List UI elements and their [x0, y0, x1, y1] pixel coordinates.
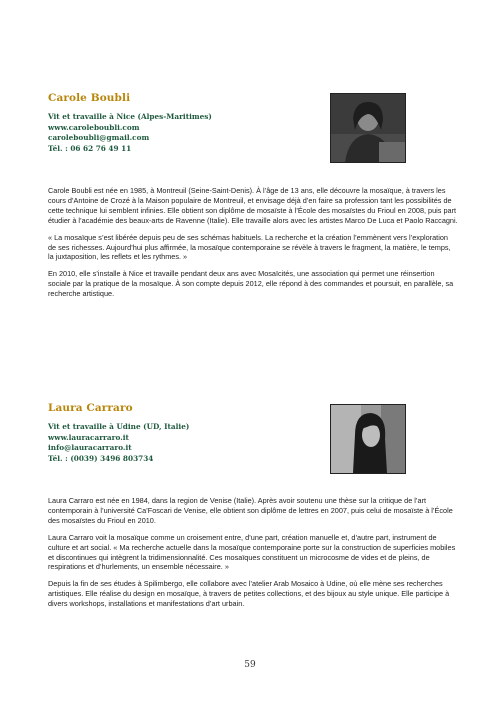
artist-name: Carole Boubli — [48, 92, 131, 104]
artist-location: Vit et travaille à Udine (UD, Italie) — [48, 422, 190, 431]
bio-paragraph: Depuis la fin de ses études à Spilimbergo, elle collabore avec l’atelier Arab Mosaico à Udine, où elle mène ses recherches artistiques. Elle réalise du design en mosaïque, à travers de petites collections, et des bijoux au style unique. Elle participe à divers workshops, installations et manifestations d’art urbain. — [48, 579, 450, 609]
artist-phone: Tél. : 06 62 76 49 11 — [48, 144, 132, 154]
artist-bio — [48, 496, 458, 616]
artist-portrait-photo — [330, 404, 406, 474]
portrait-image-icon — [331, 405, 405, 473]
page-number: 59 — [244, 660, 256, 670]
artist-contact — [48, 422, 308, 465]
bio-paragraph: Laura Carraro est née en 1984, dans la region de Venise (Italie). Après avoir soutenu une thèse sur la critique de l’art contemporain à l’université Ca’Foscari de Venise, elle obtient son diplôme de lettres en 2007, puis celui de mosaïste à l’École des mosaïstes du Frioul en 2010. — [48, 496, 453, 525]
artist-email[interactable]: caroleboubli@gmail.com — [48, 133, 150, 143]
artist-email[interactable]: info@lauracarraro.it — [48, 443, 132, 453]
artist-website[interactable]: www.lauracarraro.it — [48, 432, 129, 442]
artist-website[interactable]: www.caroleboubli.com — [48, 122, 140, 132]
artist-portrait-photo — [330, 93, 406, 163]
artist-name: Laura Carraro — [48, 402, 133, 414]
artist-location: Vit et travaille à Nice (Alpes-Maritimes) — [48, 112, 212, 121]
bio-paragraph: Laura Carraro voit la mosaïque comme un croisement entre, d’une part, création manuelle et, d’autre part, instrument de culture et art social. « Ma recherche actuelle dans la mosaïque contemporaine porte sur la construction de superficies mobiles et discontinues qui intègrent la tridimensionnalité. Ces mosaïques constituent un microcosme de vides et de pleins, de respirations et d’hurlements, un ensemble nécessaire. » — [48, 532, 456, 572]
portrait-image-icon — [331, 94, 405, 162]
artist-phone: Tél. : (0039) 3496 803734 — [48, 454, 154, 464]
bio-paragraph: « La mosaïque s’est libérée depuis peu de ses schémas habituels. La recherche et la création l’emmènent vers l’exploration de ses richesses. Aujourd’hui plus affirmée, la mosaïque contemporaine se révèle à travers le fragment, la matière, le temps, la juxtaposition, les reflets et les rythmes. » — [48, 232, 451, 262]
artist-contact — [48, 112, 308, 155]
bio-paragraph: Carole Boubli est née en 1985, à Montreuil (Seine-Saint-Denis). À l’âge de 13 ans, elle découvre la mosaïque, à travers les cours d’Antoine de Crozé à la Maison populaire de Montreuil, et envisage déjà d’en faire sa profession tant les possibilités de cette technique lui semblent infinies. Elle obtient son diplôme de mosaïste à l’École des mosaïstes du Frioul en 2008, puis part étudier à l’académie des beaux-arts de Ravenne (Italie). Elle travaille alors avec les artistes Marco De Luca et Paolo Raccagni. — [48, 186, 458, 225]
bio-paragraph: En 2010, elle s’installe à Nice et travaille pendant deux ans avec Mosaïcités, une association qui permet une réinsertion sociale par la pratique de la mosaïque. À son compte depuis 2012, elle répond à des commandes et poursuit, en parallèle, sa recherche artistique. — [48, 269, 454, 299]
artist-bio — [48, 186, 458, 306]
